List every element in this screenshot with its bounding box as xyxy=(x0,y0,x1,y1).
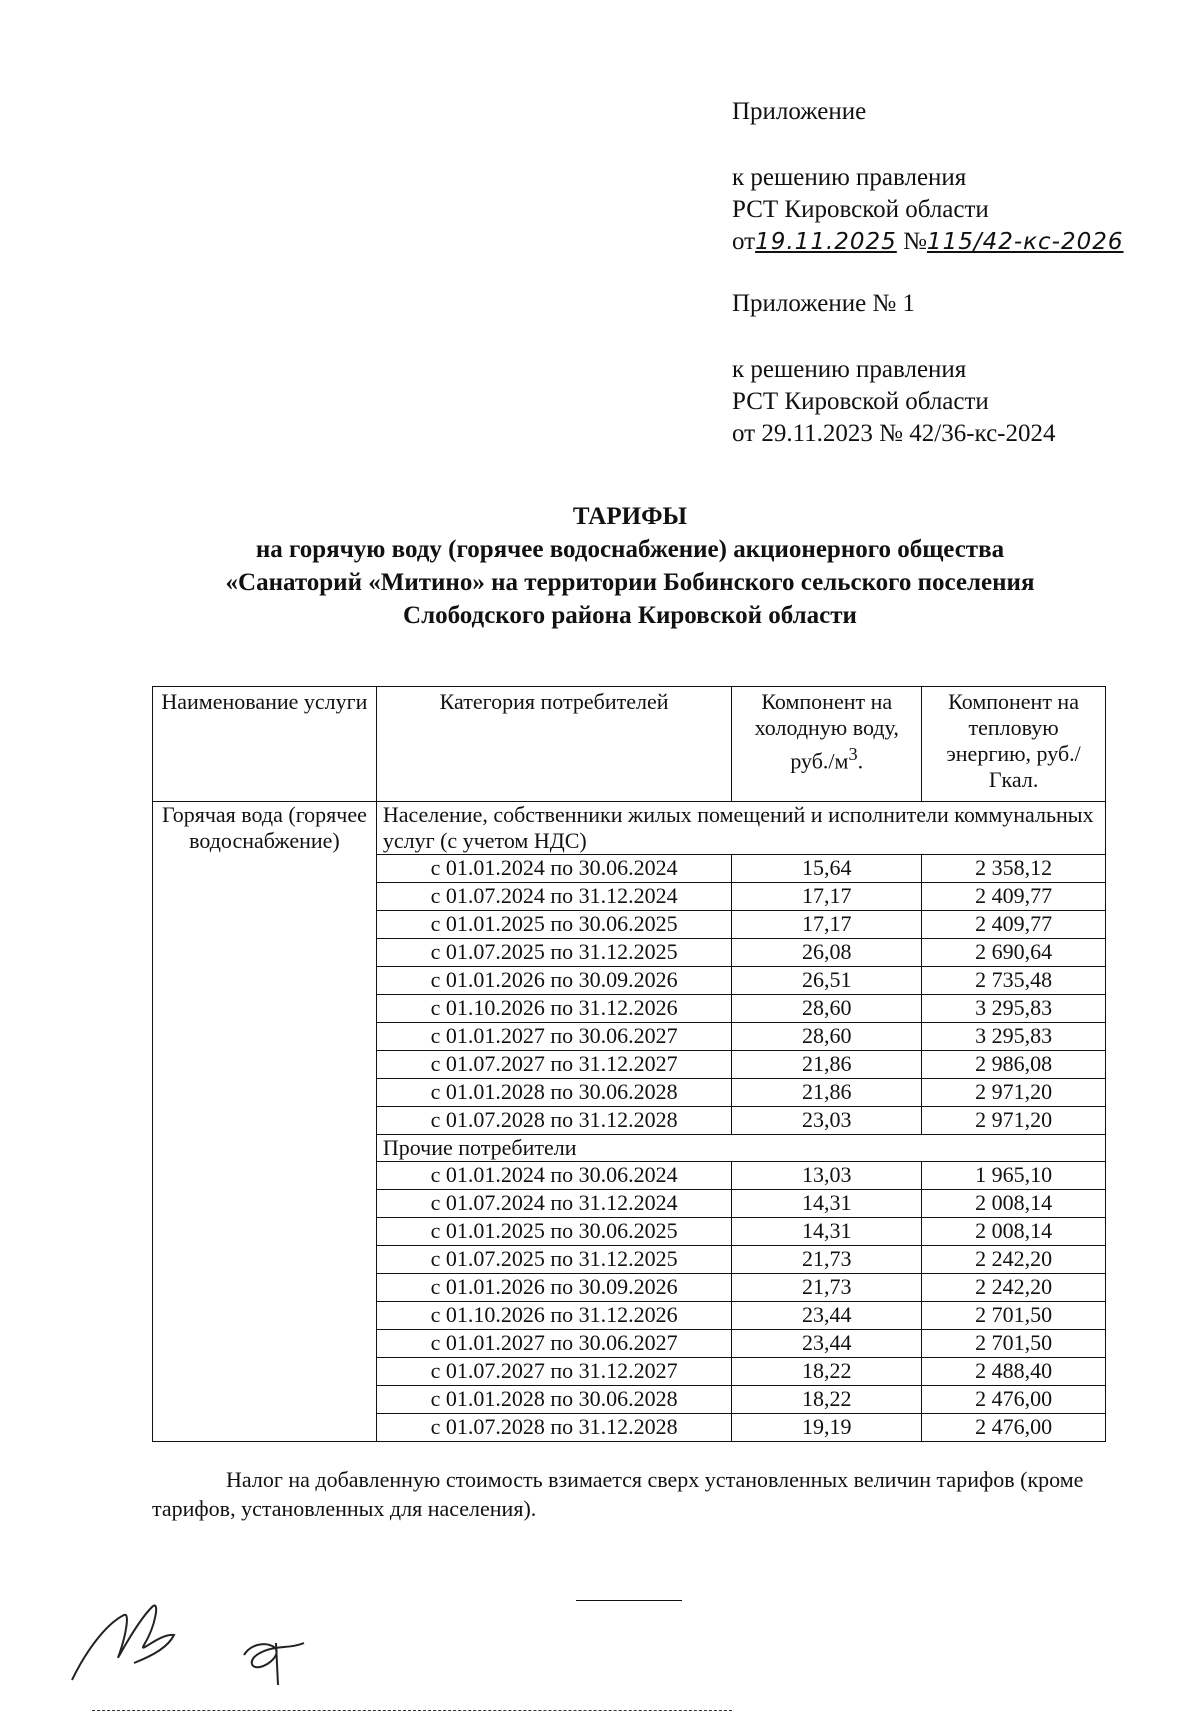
footer-line xyxy=(92,1710,732,1711)
title-line-1: ТАРИФЫ xyxy=(572,503,688,530)
heat-energy-cell: 2 735,48 xyxy=(922,967,1106,995)
cold-water-cell: 14,31 xyxy=(732,1190,922,1218)
title-line-2: на горячую воду (горячее водоснабжение) акционерного общества xyxy=(255,536,1005,563)
document-title xyxy=(120,500,1140,632)
divider-line xyxy=(576,1600,682,1601)
heat-energy-cell: 2 409,77 xyxy=(922,883,1106,911)
cold-water-cell: 26,51 xyxy=(732,967,922,995)
number-sign: № xyxy=(903,228,927,255)
table-header-row xyxy=(153,687,1106,802)
period-cell: с 01.01.2027 по 30.06.2027 xyxy=(376,1330,731,1358)
heat-energy-cell: 2 008,14 xyxy=(922,1218,1106,1246)
tariffs-table xyxy=(152,686,1106,1442)
handwritten-date: 19.11.2025 xyxy=(755,229,897,255)
service-name-cell: Горячая вода (горячее водоснабжение) xyxy=(153,802,377,1442)
period-cell: с 01.07.2028 по 31.12.2028 xyxy=(376,1107,731,1135)
organization-name: РСТ Кировской области xyxy=(732,196,989,223)
vat-note: Налог на добавленную стоимость взимается сверх установленных величин тарифов (кроме тарифов, установленных для населения). xyxy=(152,1467,1084,1521)
header-heat-energy: Компонент на тепловую энергию, руб./Гкал. xyxy=(922,687,1106,802)
decision-date-number xyxy=(732,226,1172,258)
title-line-4: Слободского района Кировской области xyxy=(403,602,857,629)
title-line-3: «Санаторий «Митино» на территории Бобинского сельского поселения xyxy=(225,569,1035,596)
period-cell: с 01.01.2028 по 30.06.2028 xyxy=(376,1386,731,1414)
heat-energy-cell: 2 488,40 xyxy=(922,1358,1106,1386)
heat-energy-cell: 3 295,83 xyxy=(922,1023,1106,1051)
cold-water-cell: 13,03 xyxy=(732,1162,922,1190)
heat-energy-cell: 2 701,50 xyxy=(922,1302,1106,1330)
cold-water-cell: 21,86 xyxy=(732,1079,922,1107)
heat-energy-cell: 2 008,14 xyxy=(922,1190,1106,1218)
cold-water-cell: 26,08 xyxy=(732,939,922,967)
period-cell: с 01.01.2027 по 30.06.2027 xyxy=(376,1023,731,1051)
heat-energy-cell: 2 971,20 xyxy=(922,1079,1106,1107)
heat-energy-cell: 1 965,10 xyxy=(922,1162,1106,1190)
cold-water-cell: 21,86 xyxy=(732,1051,922,1079)
heat-energy-cell: 2 986,08 xyxy=(922,1051,1106,1079)
heat-energy-cell: 2 476,00 xyxy=(922,1386,1106,1414)
cold-water-cell: 28,60 xyxy=(732,995,922,1023)
handwritten-number: 115/42-кс-2026 xyxy=(926,229,1124,255)
cold-water-cell: 17,17 xyxy=(732,911,922,939)
header-cold-water: Компонент на холодную воду, $руб./м^3$. xyxy=(732,687,922,802)
period-cell: с 01.07.2024 по 31.12.2024 xyxy=(376,883,731,911)
period-cell: с 01.07.2024 по 31.12.2024 xyxy=(376,1190,731,1218)
appendix-number: Приложение № 1 xyxy=(732,290,916,317)
period-cell: с 01.01.2028 по 30.06.2028 xyxy=(376,1079,731,1107)
cold-water-cell: 17,17 xyxy=(732,883,922,911)
cold-water-cell: 23,44 xyxy=(732,1330,922,1358)
cold-water-cell: 21,73 xyxy=(732,1246,922,1274)
group-row xyxy=(153,802,1106,855)
heat-energy-cell: 2 242,20 xyxy=(922,1246,1106,1274)
cold-water-cell: 18,22 xyxy=(732,1386,922,1414)
cold-water-cell: 18,22 xyxy=(732,1358,922,1386)
cold-water-cell: 23,44 xyxy=(732,1302,922,1330)
appendix-header xyxy=(732,96,1172,450)
period-cell: с 01.07.2025 по 31.12.2025 xyxy=(376,1246,731,1274)
heat-energy-cell: 2 476,00 xyxy=(922,1414,1106,1442)
appendix-title: Приложение xyxy=(732,98,867,125)
original-decision-ref: от 29.11.2023 № 42/36-кс-2024 xyxy=(732,420,1056,447)
period-cell: с 01.07.2027 по 31.12.2027 xyxy=(376,1358,731,1386)
cold-water-cell: 14,31 xyxy=(732,1218,922,1246)
heat-energy-cell: 2 690,64 xyxy=(922,939,1106,967)
heat-energy-cell: 2 971,20 xyxy=(922,1107,1106,1135)
period-cell: с 01.07.2027 по 31.12.2027 xyxy=(376,1051,731,1079)
from-prefix: от xyxy=(732,228,756,255)
consumer-group-cell: Прочие потребители xyxy=(376,1135,1105,1162)
cold-water-cell: 28,60 xyxy=(732,1023,922,1051)
cold-water-cell: 19,19 xyxy=(732,1414,922,1442)
heat-energy-cell: 2 409,77 xyxy=(922,911,1106,939)
period-cell: с 01.10.2026 по 31.12.2026 xyxy=(376,995,731,1023)
period-cell: с 01.07.2028 по 31.12.2028 xyxy=(376,1414,731,1442)
cold-water-cell: 23,03 xyxy=(732,1107,922,1135)
decision-reference-2: к решению правления xyxy=(732,356,967,383)
period-cell: с 01.01.2025 по 30.06.2025 xyxy=(376,911,731,939)
period-cell: с 01.01.2026 по 30.09.2026 xyxy=(376,967,731,995)
heat-energy-cell: 2 242,20 xyxy=(922,1274,1106,1302)
heat-energy-cell: 3 295,83 xyxy=(922,995,1106,1023)
table-body xyxy=(153,802,1106,1442)
consumer-group-cell: Население, собственники жилых помещений и исполнители коммунальных услуг (с учетом НДС) xyxy=(376,802,1105,855)
cold-water-cell: 15,64 xyxy=(732,855,922,883)
organization-name-2: РСТ Кировской области xyxy=(732,388,989,415)
header-service: Наименование услуги xyxy=(153,687,377,802)
period-cell: с 01.01.2026 по 30.09.2026 xyxy=(376,1274,731,1302)
header-category: Категория потребителей xyxy=(376,687,731,802)
heat-energy-cell: 2 358,12 xyxy=(922,855,1106,883)
period-cell: с 01.07.2025 по 31.12.2025 xyxy=(376,939,731,967)
period-cell: с 01.01.2024 по 30.06.2024 xyxy=(376,855,731,883)
signature-marks xyxy=(64,1585,324,1695)
heat-energy-cell: 2 701,50 xyxy=(922,1330,1106,1358)
cold-water-cell: 21,73 xyxy=(732,1274,922,1302)
period-cell: с 01.10.2026 по 31.12.2026 xyxy=(376,1302,731,1330)
period-cell: с 01.01.2024 по 30.06.2024 xyxy=(376,1162,731,1190)
decision-reference: к решению правления xyxy=(732,164,967,191)
period-cell: с 01.01.2025 по 30.06.2025 xyxy=(376,1218,731,1246)
